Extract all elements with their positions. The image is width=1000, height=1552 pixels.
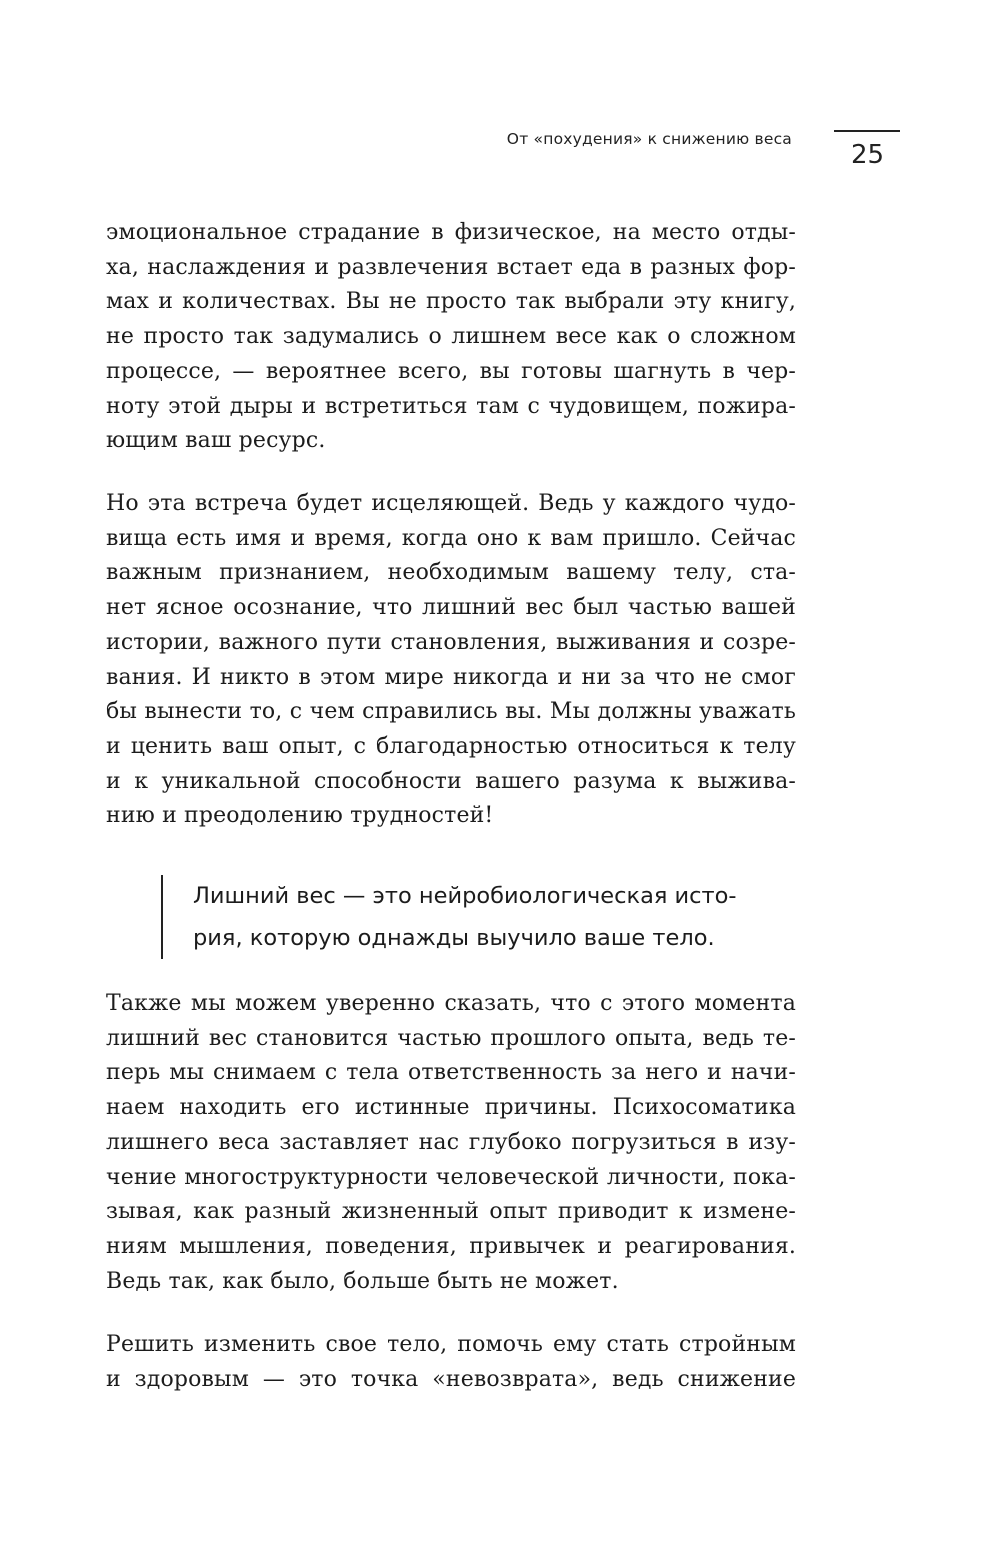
text-line: ниям мышления, поведения, привычек и реагирования. [106,1233,796,1259]
text-line: ха, наслаждения и развлечения встает еда в разных фор- [106,254,796,280]
text-line: вища есть имя и время, когда оно к вам пришло. Сейчас [106,525,796,551]
text-line: истории, важного пути становления, выживания и созре- [106,629,796,655]
text-line: Но эта встреча будет исцеляющей. Ведь у каждого чудо- [106,491,796,516]
paragraph-3 [106,987,796,1299]
text-line: вания. И никто в этом мире никогда и ни за что не смог [106,664,796,690]
text-line: чение многоструктурности человеческой личности, пока- [106,1164,796,1190]
paragraph-2 [106,487,796,834]
text-line: ноту этой дыры и встретиться там с чудовищем, пожира- [106,393,796,419]
text-line: нию и преодолению трудностей! [106,803,494,829]
text-line: лишний вес становится частью прошлого опыта, ведь те- [106,1025,796,1051]
text-line: мах и количествах. Вы не просто так выбрали эту книгу, [106,289,796,315]
text-line: Ведь так, как было, больше быть не может. [106,1268,619,1294]
text-line: перь мы снимаем с тела ответственность за него и начи- [106,1060,796,1086]
text-line: наем находить его истинные причины. Психосоматика [106,1095,796,1121]
text-line: и здоровым — это точка «невозврата», ведь снижение [106,1366,796,1392]
text-line: и ценить ваш опыт, с благодарностью относиться к телу [106,733,796,759]
running-head: От «похудения» к снижению веса [506,130,792,148]
text-line: процессе, — вероятнее всего, вы готовы шагнуть в чер- [106,358,796,384]
text-line: нет ясное осознание, что лишний вес был частью вашей [106,595,796,621]
quote-line: Лишний вес — это нейробиологическая исто- [193,883,737,909]
text-line: Также мы можем уверенно сказать, что с этого момента [106,991,796,1016]
text-line: лишнего веса заставляет нас глубоко погрузиться в изу- [106,1129,796,1155]
text-line: ющим ваш ресурс. [106,428,326,454]
folio-rule [834,130,900,132]
text-line: важным признанием, необходимым вашему телу, ста- [106,560,796,586]
text-line: бы вынести то, с чем справились вы. Мы должны уважать [106,699,796,725]
pull-quote [161,875,793,959]
paragraph-1 [106,216,796,459]
text-line: Решить изменить свое тело, помочь ему стать стройным [106,1332,796,1357]
paragraph-4 [106,1328,796,1397]
text-line: зывая, как разный жизненный опыт приводит к измене- [106,1199,796,1225]
text-line: и к уникальной способности вашего разума к выжива- [106,768,796,794]
text-line: не просто так задумались о лишнем весе как о сложном [106,324,796,350]
quote-line: рия, которую однажды выучило ваше тело. [193,925,715,951]
text-line: эмоциональное страдание в физическое, на место отды- [106,220,796,245]
page-number: 25 [851,140,885,170]
